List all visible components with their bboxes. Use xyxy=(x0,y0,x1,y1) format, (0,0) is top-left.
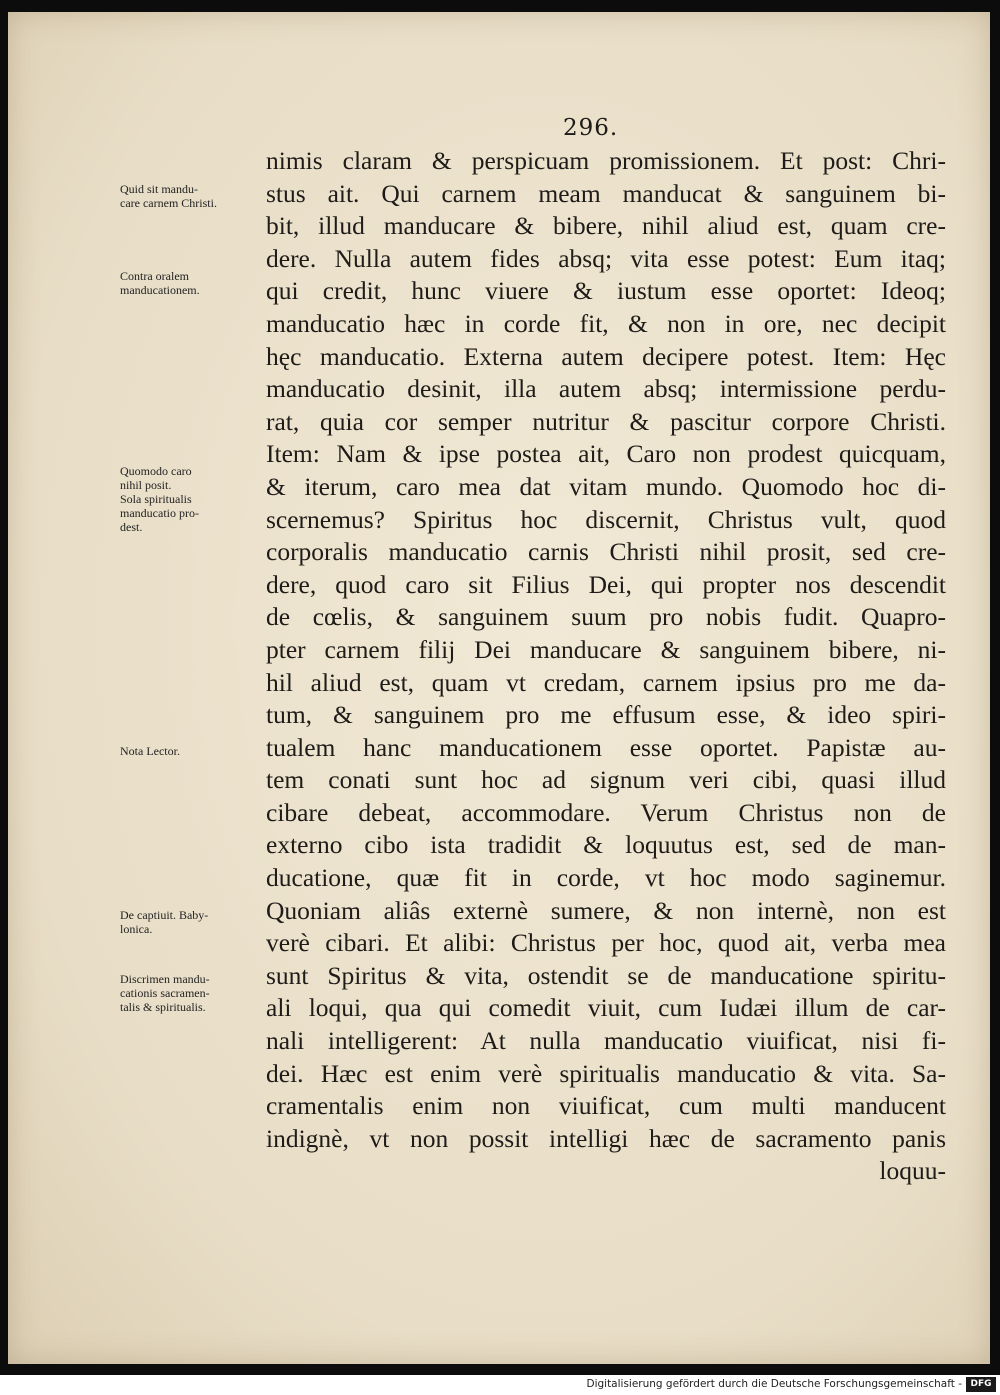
margin-note-line: De captiuit. Baby- xyxy=(120,908,209,922)
text-line: dei. Hæc est enim verè spiritualis manducatio & vita. Sa- xyxy=(266,1058,946,1088)
text-line: scernemus? Spiritus hoc discernit, Christus vult, quod xyxy=(266,504,946,534)
text-line: de cœlis, & sanguinem suum pro nobis fudit. Quapro- xyxy=(266,602,946,632)
margin-note-line: lonica. xyxy=(120,922,153,936)
text-line: corporalis manducatio carnis Christi nihil prosit, sed cre- xyxy=(266,537,946,567)
margin-note-line: manducationem. xyxy=(120,283,200,297)
text-line: manducatio hæc in corde fit, & non in ore, nec decipit xyxy=(266,308,946,338)
text-line: manducatio desinit, illa autem absq; intermissione perdu- xyxy=(266,374,946,404)
text-line: ali loqui, qua qui comedit viuit, cum Iudæi illum de car- xyxy=(266,993,946,1023)
book-page xyxy=(8,12,990,1364)
margin-note-line: Nota Lector. xyxy=(120,744,180,758)
text-line: cibare debeat, accommodare. Verum Christus non de xyxy=(266,797,946,827)
text-line: stus ait. Qui carnem meam manducat & sanguinem bi- xyxy=(266,178,946,208)
text-line: bit, illud manducare & bibere, nihil aliud est, quam cre- xyxy=(266,211,946,241)
footer-bar xyxy=(0,1375,1000,1395)
margin-note-line: nihil posit. xyxy=(120,478,172,492)
text-line: tum, & sanguinem pro me effusum esse, & ideo spiri- xyxy=(266,700,946,730)
funding-notice: Digitalisierung gefördert durch die Deutsche Forschungsgemeinschaft - xyxy=(586,1378,962,1390)
page-number: 296. xyxy=(563,115,619,141)
text-line: tem conati sunt hoc ad signum veri cibi, quasi illud xyxy=(266,765,946,795)
margin-note-line: Discrimen mandu- xyxy=(120,972,210,986)
text-line: Quoniam aliâs externè sumere, & non internè, non est xyxy=(266,895,946,925)
margin-note-line: dest. xyxy=(120,520,143,534)
text-line: hęc manducatio. Externa autem decipere potest. Item: Hęc xyxy=(266,341,946,371)
text-line: & iterum, caro mea dat vitam mundo. Quomodo hoc di- xyxy=(266,471,946,501)
margin-note-line: manducatio pro- xyxy=(120,506,199,520)
margin-note-line: care carnem Christi. xyxy=(120,196,217,210)
catchword: loquu- xyxy=(879,1156,946,1186)
margin-note-line: Quid sit mandu- xyxy=(120,182,198,196)
margin-note-5 xyxy=(120,908,270,936)
text-line: Item: Nam & ipse postea ait, Caro non prodest quicquam, xyxy=(266,439,946,469)
text-line: externo cibo ista tradidit & loquutus est, sed de man- xyxy=(266,830,946,860)
margin-note-2 xyxy=(120,269,270,297)
text-line: hil aliud est, quam vt credam, carnem ipsius pro me da- xyxy=(266,667,946,697)
text-line: cramentalis enim non viuificat, cum multi manducent xyxy=(266,1091,946,1121)
text-line: verè cibari. Et alibi: Christus per hoc, quod ait, verba mea xyxy=(266,928,946,958)
text-line: pter carnem filij Dei manducare & sanguinem bibere, ni- xyxy=(266,634,946,664)
margin-note-3 xyxy=(120,464,270,534)
margin-note-line: talis & spiritualis. xyxy=(120,1000,206,1014)
text-line: indignè, vt non possit intelligi hæc de sacramento panis xyxy=(266,1123,946,1153)
text-line: rat, quia cor semper nutritur & pascitur corpore Christi. xyxy=(266,406,946,436)
margin-note-6 xyxy=(120,972,270,1014)
text-line: nimis claram & perspicuam promissionem. Et post: Chri- xyxy=(266,146,946,175)
text-line: dere, quod caro sit Filius Dei, qui propter nos descendit xyxy=(266,569,946,599)
margin-note-4 xyxy=(120,744,270,758)
margin-note-1 xyxy=(120,182,270,210)
text-line: tualem hanc manducationem esse oportet. Papistæ au- xyxy=(266,732,946,762)
text-line: nali intelligerent: At nulla manducatio viuificat, nisi fi- xyxy=(266,1026,946,1056)
text-line: dere. Nulla autem fides absq; vita esse potest: Eum itaq; xyxy=(266,243,946,273)
text-line: ducatione, quæ fit in corde, vt hoc modo saginemur. xyxy=(266,863,946,893)
dfg-logo: DFG xyxy=(966,1377,996,1392)
margin-note-line: Sola spiritualis xyxy=(120,492,192,506)
body-text xyxy=(266,145,946,1188)
margin-note-line: Quomodo caro xyxy=(120,464,192,478)
text-line: sunt Spiritus & vita, ostendit se de manducatione spiritu- xyxy=(266,960,946,990)
margin-note-line: cationis sacramen- xyxy=(120,986,210,1000)
margin-note-line: Contra oralem xyxy=(120,269,189,283)
text-line: qui credit, hunc viuere & iustum esse oportet: Ideoq; xyxy=(266,276,946,306)
